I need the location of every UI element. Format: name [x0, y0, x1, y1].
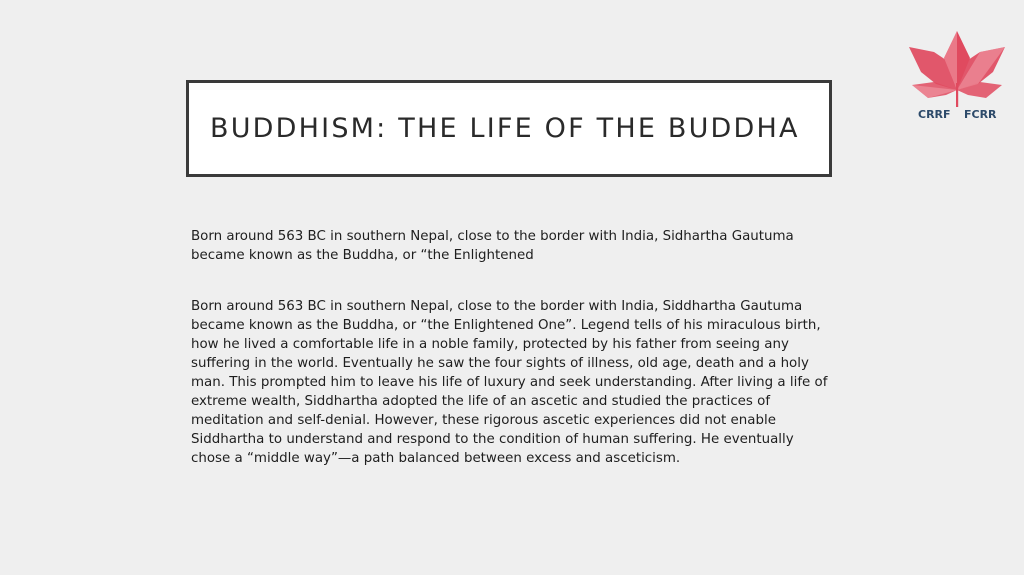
maple-leaf-icon	[906, 28, 1008, 108]
intro-paragraph: Born around 563 BC in southern Nepal, close to the border with India, Sidhartha Gautuma became known as the Buddha, or “the Enlightened	[191, 229, 794, 263]
title-box	[186, 80, 832, 177]
logo-text-crrf: CRRF	[918, 108, 951, 121]
body-paragraph: Born around 563 BC in southern Nepal, close to the border with India, Siddhartha Gautuma became known as the Buddha, or “the Enlightened One”. Legend tells of his miraculous birth, how he lived a comfortable life in a noble family, protected by his father from seeing any suffering in the world. Eventually he saw the four sights of illness, old age, death and a holy man. This prompted him to leave his life of luxury and seek understanding. After living a life of extreme wealth, Siddhartha adopted the life of an ascetic and studied the practices of meditation and self-denial. However, these rigorous ascetic experiences did not enable Siddhartha to understand and respond to the condition of human suffering. He eventually chose a “middle way”—a path balanced between excess and asceticism.	[191, 299, 828, 466]
slide-title: BUDDHISM: THE LIFE OF THE BUDDHA	[210, 113, 800, 144]
logo-text-fcrr: FCRR	[964, 108, 997, 121]
crrf-logo	[906, 28, 1008, 122]
